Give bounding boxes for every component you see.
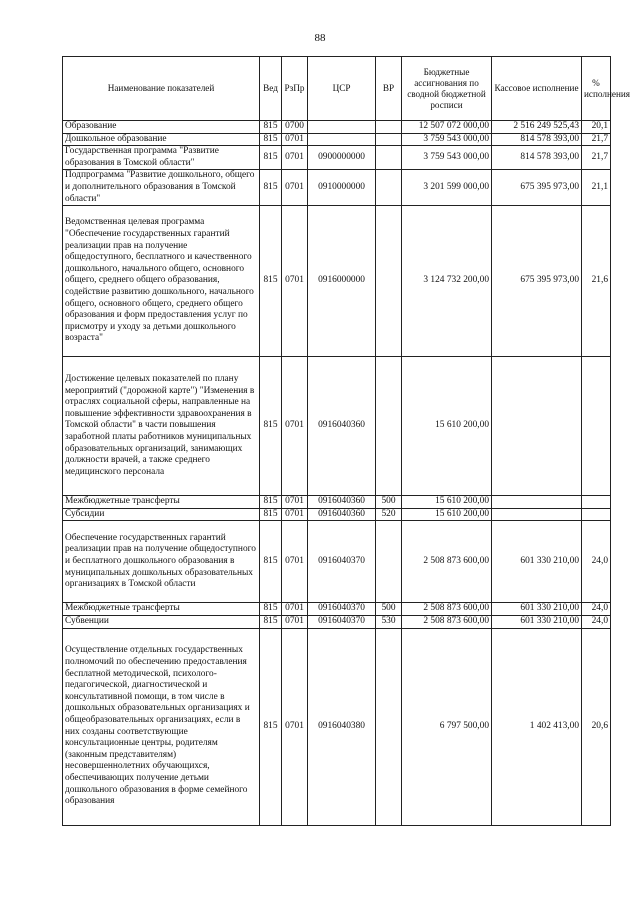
cell-ved: 815 bbox=[260, 521, 282, 603]
cell-rzpr: 0701 bbox=[282, 508, 308, 521]
cell-rzpr: 0701 bbox=[282, 357, 308, 496]
cell-ved: 815 bbox=[260, 170, 282, 206]
cell-csr: 0916040370 bbox=[308, 615, 376, 628]
cell-percent: 21,1 bbox=[582, 170, 611, 206]
cell-ved: 815 bbox=[260, 508, 282, 521]
cell-name: Подпрограмма "Развитие дошкольного, общего и дополнительного образования в Томской области" bbox=[63, 170, 260, 206]
cell-percent: 24,0 bbox=[582, 603, 611, 616]
cell-percent bbox=[582, 496, 611, 509]
cell-rzpr: 0700 bbox=[282, 121, 308, 134]
cell-cash-execution: 1 402 413,00 bbox=[492, 628, 582, 825]
cell-csr: 0916040370 bbox=[308, 521, 376, 603]
cell-csr bbox=[308, 133, 376, 146]
cell-percent bbox=[582, 508, 611, 521]
cell-vr: 500 bbox=[376, 496, 402, 509]
cell-assignments: 2 508 873 600,00 bbox=[402, 521, 492, 603]
cell-assignments: 3 759 543 000,00 bbox=[402, 133, 492, 146]
cell-vr bbox=[376, 521, 402, 603]
cell-ved: 815 bbox=[260, 628, 282, 825]
cell-vr bbox=[376, 628, 402, 825]
cell-csr: 0916040360 bbox=[308, 496, 376, 509]
cell-assignments: 2 508 873 600,00 bbox=[402, 615, 492, 628]
cell-name: Межбюджетные трансферты bbox=[63, 496, 260, 509]
cell-rzpr: 0701 bbox=[282, 170, 308, 206]
cell-percent: 24,0 bbox=[582, 521, 611, 603]
cell-vr: 520 bbox=[376, 508, 402, 521]
table-row bbox=[63, 146, 611, 170]
cell-name: Ведомственная целевая программа "Обеспечение государственных гарантий реализации прав на получение общедоступного, бесплатного и качественного дошкольного, начального общего, основного общего, среднего общего образования, содействие развитию дошкольного, начального общего, основного общего, среднего общего образования и форм предоставления услуг по присмотру и уходу за детьми дошкольного возраста" bbox=[63, 206, 260, 357]
header-ved: Вед bbox=[260, 57, 282, 121]
header-percent: % исполнения bbox=[582, 57, 611, 121]
cell-vr: 500 bbox=[376, 603, 402, 616]
cell-csr: 0900000000 bbox=[308, 146, 376, 170]
cell-ved: 815 bbox=[260, 146, 282, 170]
cell-vr bbox=[376, 170, 402, 206]
cell-assignments: 2 508 873 600,00 bbox=[402, 603, 492, 616]
cell-csr: 0916040360 bbox=[308, 508, 376, 521]
cell-cash-execution: 814 578 393,00 bbox=[492, 146, 582, 170]
table-row bbox=[63, 615, 611, 628]
cell-percent: 20,1 bbox=[582, 121, 611, 134]
cell-cash-execution: 601 330 210,00 bbox=[492, 603, 582, 616]
cell-ved: 815 bbox=[260, 496, 282, 509]
header-assignments: Бюджетные ассигнования по сводной бюджетной росписи bbox=[402, 57, 492, 121]
cell-percent: 21,7 bbox=[582, 146, 611, 170]
cell-percent bbox=[582, 357, 611, 496]
cell-assignments: 12 507 072 000,00 bbox=[402, 121, 492, 134]
cell-cash-execution: 814 578 393,00 bbox=[492, 133, 582, 146]
cell-cash-execution: 2 516 249 525,43 bbox=[492, 121, 582, 134]
cell-name: Обеспечение государственных гарантий реализации прав на получение общедоступного и бесплатного дошкольного образования в муниципальных дошкольных образовательных организациях в Томской области bbox=[63, 521, 260, 603]
header-csr: ЦСР bbox=[308, 57, 376, 121]
cell-csr: 0916040370 bbox=[308, 603, 376, 616]
cell-percent: 21,7 bbox=[582, 133, 611, 146]
cell-vr bbox=[376, 121, 402, 134]
cell-ved: 815 bbox=[260, 357, 282, 496]
cell-name: Осуществление отдельных государственных полномочий по обеспечению предоставления бесплатной методической, психолого-педагогической, диагностической и консультативной помощи, в том числе в дошкольных образовательных организациях и общеобразовательных организациях, если в них созданы соответствующие консультационные центры, родителям (законным представителям) несовершеннолетних обучающихся, обеспечивающих получение детьми дошкольного образования в форме семейного образования bbox=[63, 628, 260, 825]
page-number: 88 bbox=[314, 32, 326, 44]
cell-ved: 815 bbox=[260, 121, 282, 134]
table-row bbox=[63, 133, 611, 146]
table-header-row bbox=[63, 57, 611, 121]
cell-rzpr: 0701 bbox=[282, 146, 308, 170]
cell-assignments: 15 610 200,00 bbox=[402, 357, 492, 496]
cell-rzpr: 0701 bbox=[282, 133, 308, 146]
cell-vr: 530 bbox=[376, 615, 402, 628]
header-vr: ВР bbox=[376, 57, 402, 121]
cell-ved: 815 bbox=[260, 615, 282, 628]
cell-percent: 21,6 bbox=[582, 206, 611, 357]
cell-name: Субсидии bbox=[63, 508, 260, 521]
header-rzpr: РзПр bbox=[282, 57, 308, 121]
cell-assignments: 3 124 732 200,00 bbox=[402, 206, 492, 357]
cell-cash-execution: 675 395 973,00 bbox=[492, 170, 582, 206]
table-row bbox=[63, 508, 611, 521]
cell-ved: 815 bbox=[260, 603, 282, 616]
cell-assignments: 15 610 200,00 bbox=[402, 508, 492, 521]
cell-name: Образование bbox=[63, 121, 260, 134]
cell-name: Субвенции bbox=[63, 615, 260, 628]
cell-cash-execution bbox=[492, 508, 582, 521]
cell-assignments: 3 759 543 000,00 bbox=[402, 146, 492, 170]
cell-cash-execution bbox=[492, 357, 582, 496]
cell-ved: 815 bbox=[260, 133, 282, 146]
cell-ved: 815 bbox=[260, 206, 282, 357]
cell-rzpr: 0701 bbox=[282, 628, 308, 825]
cell-name: Межбюджетные трансферты bbox=[63, 603, 260, 616]
cell-csr bbox=[308, 121, 376, 134]
cell-vr bbox=[376, 357, 402, 496]
table-row bbox=[63, 170, 611, 206]
table-row bbox=[63, 496, 611, 509]
cell-csr: 0916000000 bbox=[308, 206, 376, 357]
cell-percent: 24,0 bbox=[582, 615, 611, 628]
cell-assignments: 15 610 200,00 bbox=[402, 496, 492, 509]
cell-vr bbox=[376, 146, 402, 170]
cell-csr: 0916040360 bbox=[308, 357, 376, 496]
cell-rzpr: 0701 bbox=[282, 521, 308, 603]
table-row bbox=[63, 521, 611, 603]
table-row bbox=[63, 357, 611, 496]
table-row bbox=[63, 628, 611, 825]
cell-csr: 0916040380 bbox=[308, 628, 376, 825]
cell-rzpr: 0701 bbox=[282, 615, 308, 628]
cell-rzpr: 0701 bbox=[282, 206, 308, 357]
table-row bbox=[63, 121, 611, 134]
cell-cash-execution: 601 330 210,00 bbox=[492, 521, 582, 603]
cell-vr bbox=[376, 133, 402, 146]
table-body bbox=[63, 121, 611, 826]
cell-rzpr: 0701 bbox=[282, 603, 308, 616]
cell-csr: 0910000000 bbox=[308, 170, 376, 206]
cell-name: Дошкольное образование bbox=[63, 133, 260, 146]
header-name: Наименование показателей bbox=[63, 57, 260, 121]
cell-name: Достижение целевых показателей по плану мероприятий ("дорожной карте") "Изменения в отраслях социальной сферы, направленные на повышение эффективности здравоохранения в Томской области" в части повышения заработной платы работников муниципальных образовательных организаций, занимающих должности врачей, а также среднего медицинского персонала bbox=[63, 357, 260, 496]
budget-execution-table bbox=[62, 56, 631, 826]
cell-cash-execution: 675 395 973,00 bbox=[492, 206, 582, 357]
table-row bbox=[63, 603, 611, 616]
cell-percent: 20,6 bbox=[582, 628, 611, 825]
cell-rzpr: 0701 bbox=[282, 496, 308, 509]
cell-assignments: 6 797 500,00 bbox=[402, 628, 492, 825]
cell-name: Государственная программа "Развитие образования в Томской области" bbox=[63, 146, 260, 170]
cell-cash-execution: 601 330 210,00 bbox=[492, 615, 582, 628]
header-cash-execution: Кассовое исполнение bbox=[492, 57, 582, 121]
table-row bbox=[63, 206, 611, 357]
cell-vr bbox=[376, 206, 402, 357]
cell-cash-execution bbox=[492, 496, 582, 509]
cell-assignments: 3 201 599 000,00 bbox=[402, 170, 492, 206]
